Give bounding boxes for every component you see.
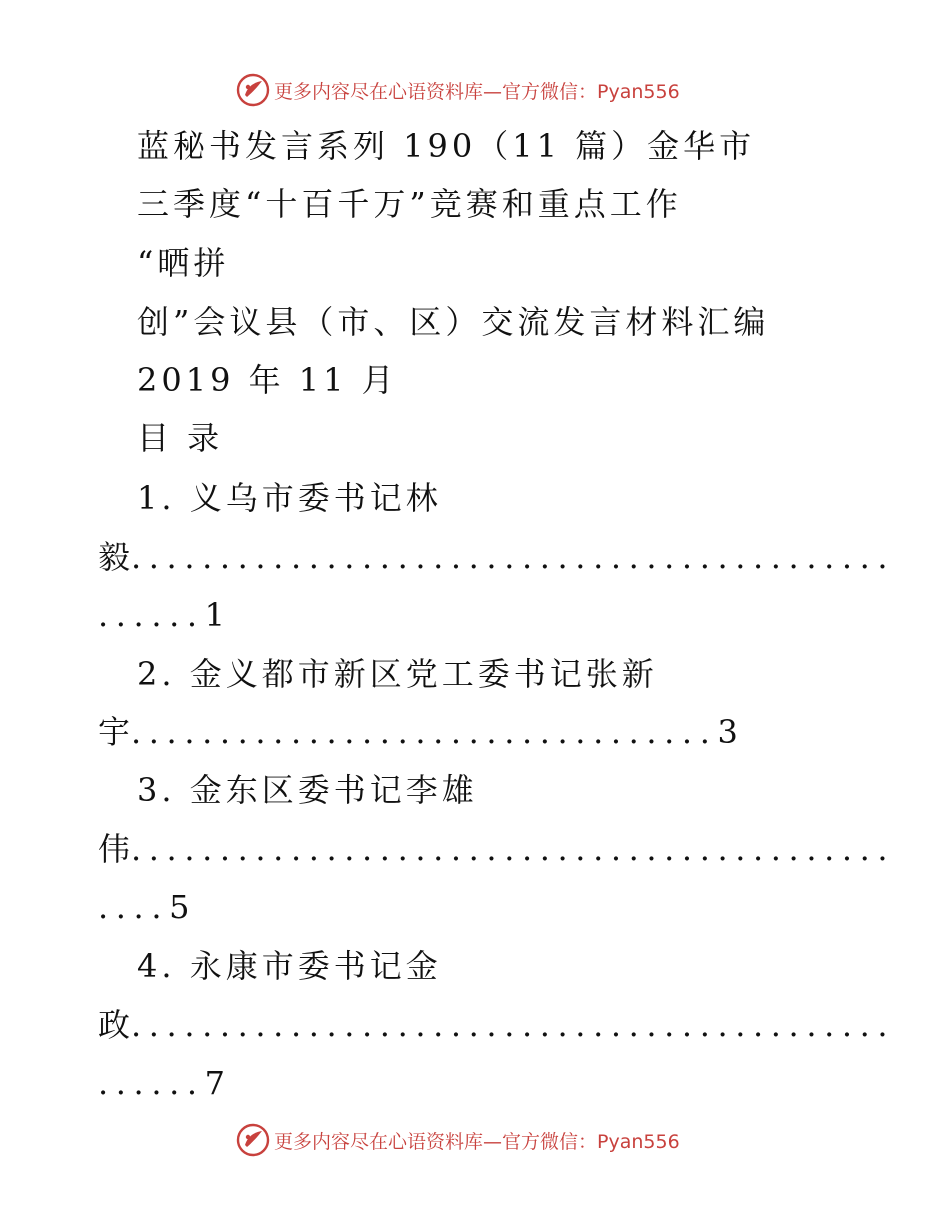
toc-entry-2-leader: .................................3 (131, 713, 746, 751)
toc-entry-1-leader: ........................................... (131, 538, 896, 576)
toc-entry-3-lead: 伟 (98, 830, 135, 868)
toc-entry-1-page: ......1 (98, 596, 233, 634)
title-line-3: “晒拼 (137, 244, 230, 282)
toc-entry-3-title[interactable]: 3. 金东区委书记李雄 (137, 771, 478, 809)
toc-entry-2-lead: 宇 (98, 713, 135, 751)
toc-entry-2-title[interactable]: 2. 金义都市新区党工委书记张新 (137, 655, 658, 693)
date-line: 2019 年 11 月 (137, 361, 398, 399)
footer-watermark (236, 1122, 680, 1158)
brand-logo-icon (236, 1123, 270, 1157)
header-watermark (236, 72, 680, 108)
brand-logo-icon (236, 73, 270, 107)
watermark-text: 更多内容尽在心语资料库—官方微信：Pyan556 (274, 80, 680, 103)
toc-entry-3-leader: ........................................... (131, 830, 896, 868)
toc-heading: 目 录 (137, 419, 224, 457)
title-line-4: 创”会议县（市、区）交流发言材料汇编 (137, 303, 770, 341)
toc-entry-4-leader: ........................................... (131, 1006, 896, 1044)
title-line-1: 蓝秘书发言系列 190（11 篇）金华市 (137, 127, 756, 165)
title-line-2: 三季度“十百千万”竞赛和重点工作 (137, 185, 682, 223)
watermark-text: 更多内容尽在心语资料库—官方微信：Pyan556 (274, 1130, 680, 1153)
toc-entry-4-lead: 政 (98, 1006, 135, 1044)
toc-entry-1-lead: 毅 (98, 538, 135, 576)
toc-entry-1-title[interactable]: 1. 义乌市委书记林 (137, 479, 442, 517)
toc-entry-4-title[interactable]: 4. 永康市委书记金 (137, 947, 442, 985)
toc-entry-3-page: ....5 (98, 888, 198, 926)
toc-entry-4-page: ......7 (98, 1064, 233, 1102)
